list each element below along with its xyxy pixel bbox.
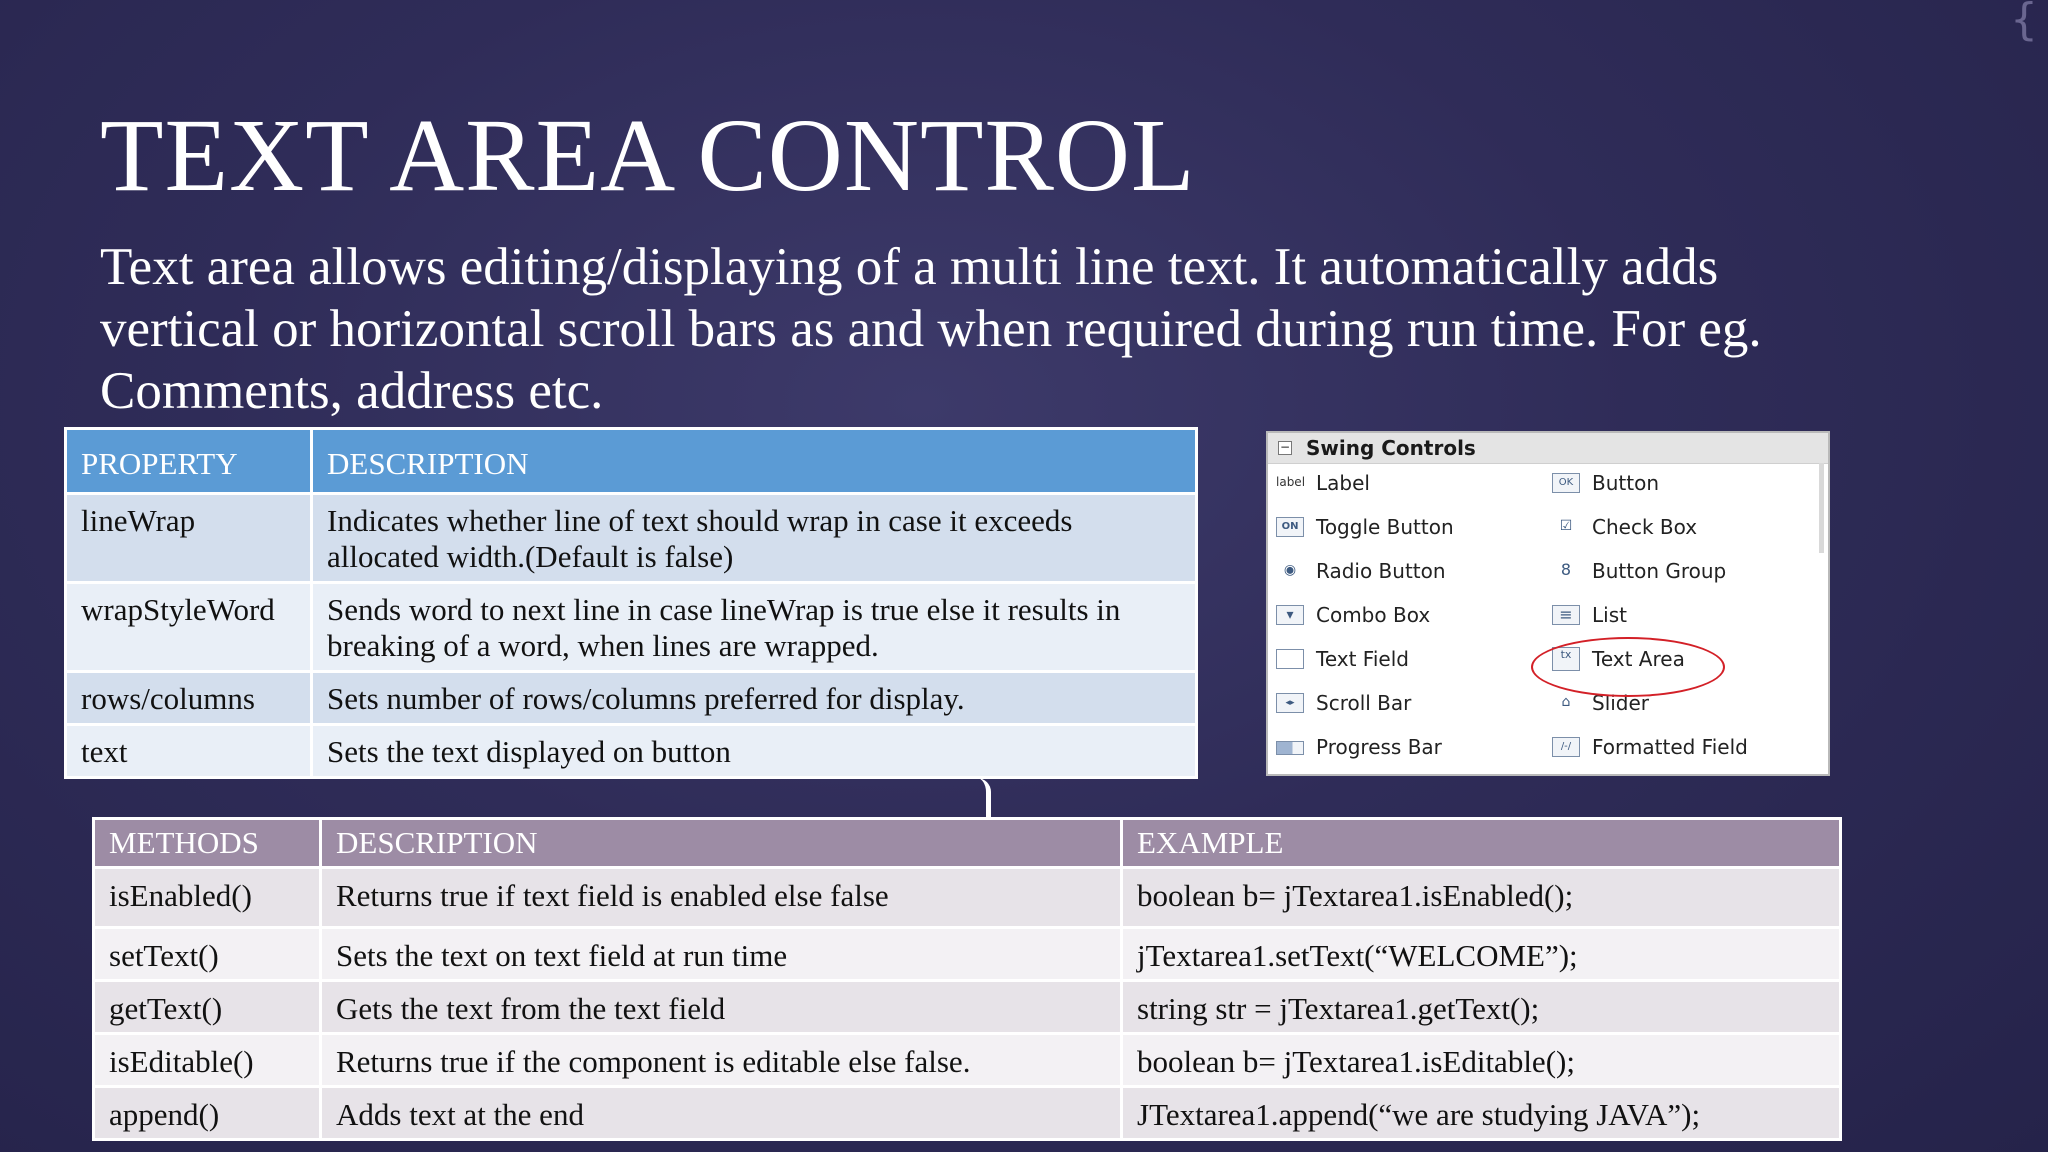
table-row [94,981,1841,1034]
scroll-bar-icon: ◂▸ [1276,693,1304,713]
palette-scrollbar[interactable] [1819,463,1824,553]
palette-item-label[interactable] [1276,469,1536,499]
button-icon: OK [1552,473,1580,493]
combo-box-icon: ▾ [1276,605,1304,625]
palette-item-text: Formatted Field [1592,735,1748,759]
property-header-cell: PROPERTY [66,429,312,494]
table-row [66,725,1197,778]
method-name-cell: setText() [94,928,321,981]
palette-item-check-box[interactable] [1552,513,1812,543]
palette-item-progress-bar[interactable] [1276,733,1536,763]
formatted-field-icon: /-/ [1552,737,1580,757]
methods-table-header-row [94,819,1841,868]
text-area-highlight-ring [1531,637,1725,697]
property-description-cell: Indicates whether line of text should wrap in case it exceeds allocated width.(Default is false) [312,494,1197,583]
palette-item-formatted-field[interactable] [1552,733,1812,763]
method-example-cell: boolean b= jTextarea1.isEnabled(); [1122,868,1841,928]
method-name-cell: isEditable() [94,1034,321,1087]
palette-item-text: Progress Bar [1316,735,1442,759]
description-header-cell: DESCRIPTION [321,819,1122,868]
palette-header[interactable] [1268,433,1828,464]
table-row [94,928,1841,981]
palette-item-text: List [1592,603,1627,627]
table-row [94,1034,1841,1087]
table-row [94,868,1841,928]
method-name-cell: getText() [94,981,321,1034]
palette-item-text: Scroll Bar [1316,691,1412,715]
palette-item-toggle-button[interactable] [1276,513,1536,543]
methods-header-cell: METHODS [94,819,321,868]
palette-item-button-group[interactable] [1552,557,1812,587]
palette-item-text: Label [1316,471,1370,495]
palette-item-combo-box[interactable] [1276,601,1536,631]
button-group-icon: 8 [1560,560,1572,579]
palette-item-list[interactable] [1552,601,1812,631]
slide-intro-text: Text area allows editing/displaying of a multi line text. It automatically adds vertical or horizontal scroll bars as and when required during run time. For eg. Comments, address etc. [100,238,1762,420]
label-icon: label [1276,475,1306,489]
method-example-cell: string str = jTextarea1.getText(); [1122,981,1841,1034]
check-box-icon: ☑ [1559,518,1573,534]
property-name-cell: wrapStyleWord [66,583,312,672]
palette-item-text: Text Field [1316,647,1409,671]
swing-controls-palette [1266,431,1830,776]
methods-table [92,817,1842,1141]
slider-icon: ⌂ [1561,694,1571,710]
palette-item-text: Toggle Button [1316,515,1454,539]
palette-item-radio-button[interactable] [1276,557,1536,587]
progress-bar-icon [1276,741,1304,755]
example-header-cell: EXAMPLE [1122,819,1841,868]
method-description-cell: Returns true if text field is enabled else false [321,868,1122,928]
palette-item-button[interactable] [1552,469,1812,499]
method-example-cell: jTextarea1.setText(“WELCOME”); [1122,928,1841,981]
radio-button-icon: ◉ [1283,562,1297,578]
method-example-cell: JTextarea1.append(“we are studying JAVA”); [1122,1087,1841,1140]
palette-item-text: Slider [1592,691,1650,715]
palette-item-text: Text Area [1592,647,1685,671]
slide-title: TEXT AREA CONTROL [100,98,1196,213]
text-field-icon [1276,649,1304,669]
palette-item-text: Check Box [1592,515,1698,539]
method-name-cell: isEnabled() [94,868,321,928]
method-description-cell: Adds text at the end [321,1087,1122,1140]
palette-item-scroll-bar[interactable] [1276,689,1536,719]
table-row [66,583,1197,672]
property-table [64,427,1198,779]
table-row [94,1087,1841,1140]
palette-item-text: Button Group [1592,559,1727,583]
description-header-cell: DESCRIPTION [312,429,1197,494]
toggle-button-icon: ON [1276,517,1304,537]
property-description-cell: Sets number of rows/columns preferred for display. [312,672,1197,725]
method-description-cell: Gets the text from the text field [321,981,1122,1034]
property-description-cell: Sends word to next line in case lineWrap is true else it results in breaking of a word, when lines are wrapped. [312,583,1197,672]
property-name-cell: rows/columns [66,672,312,725]
collapse-icon[interactable]: − [1279,440,1291,454]
method-name-cell: append() [94,1087,321,1140]
palette-item-text: Radio Button [1316,559,1446,583]
list-icon: ≡ [1552,605,1580,625]
text-area-icon: tx [1552,647,1580,671]
method-example-cell: boolean b= jTextarea1.isEditable(); [1122,1034,1841,1087]
property-name-cell: text [66,725,312,778]
table-row [66,494,1197,583]
palette-title: Swing Controls [1306,436,1476,460]
palette-item-text: Combo Box [1316,603,1431,627]
connector-line [970,778,991,818]
property-description-cell: Sets the text displayed on button [312,725,1197,778]
palette-item-text-field[interactable] [1276,645,1536,675]
palette-item-text: Button [1592,471,1659,495]
property-table-header-row [66,429,1197,494]
method-description-cell: Sets the text on text field at run time [321,928,1122,981]
table-row [66,672,1197,725]
brace-icon: { [2010,0,2038,45]
method-description-cell: Returns true if the component is editable else false. [321,1034,1122,1087]
property-name-cell: lineWrap [66,494,312,583]
